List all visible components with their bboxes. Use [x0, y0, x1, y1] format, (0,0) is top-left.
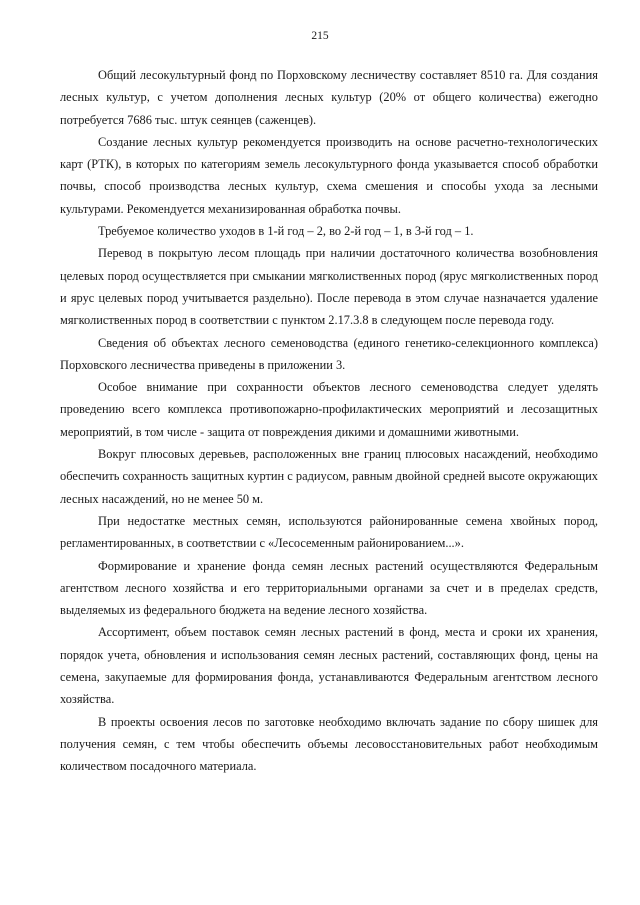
paragraph-care-count: Требуемое количество уходов в 1-й год – 2, во 2-й год – 1, в 3-й год – 1.	[98, 224, 474, 239]
page-number: 215	[311, 30, 329, 42]
paragraph-seed-objects: Сведения об объектах лесного семеноводства (единого генетико-селекционного комплекса) Порховского лесничества приведены в приложении 3.	[60, 335, 598, 372]
paragraph-forest-fund: Общий лесокультурный фонд по Порховскому лесничеству составляет 8510 га. Для создания лесных культур, с учетом дополнения лесных культур (20% от общего количества) ежегодно потребуется 7686 тыс. штук сеянцев (саженцев).	[60, 68, 598, 127]
paragraph-zoned-seeds: При недостатке местных семян, используются районированные семена хвойных пород, регламентированных, в соответствии с «Лесосеменным районированием...».	[60, 513, 598, 551]
paragraph-rtk-maps: Создание лесных культур рекомендуется производить на основе расчетно-технологических карт (РТК), в которых по категориям земель лесокультурного фонда указывается способ обработки почвы, способ производства лесных культур, схема смешения и способы ухода за лесными культурами. Рекомендуется механизированная обработка почвы.	[60, 134, 598, 216]
paragraph-plus-trees: Вокруг плюсовых деревьев, расположенных вне границ плюсовых насаждений, необходимо обеспечить сохранность защитных куртин с радиусом, равным двойной средней высоте окружающих лесных насаждений, но не менее 50 м.	[60, 447, 598, 506]
paragraph-cone-collection: В проекты освоения лесов по заготовке необходимо включать задание по сбору шишек для получения семян, с тем чтобы обеспечить объемы лесовосстановительных работ необходимым количеством посадочного материала.	[60, 714, 598, 774]
document-body	[60, 64, 598, 778]
paragraph-forest-cover-transfer: Перевод в покрытую лесом площадь при наличии достаточного количества возобновления целевых пород осуществляется при смыкании мягколиственных пород (ярус мягколиственных пород и ярус целевых пород учитывается раздельно). После перевода в этом случае назначается удаление мягколиственных пород в соответствии с пунктом 2.17.3.8 в следующем после перевода году.	[60, 246, 598, 328]
paragraph-fire-protection: Особое внимание при сохранности объектов лесного семеноводства следует уделять проведению всего комплекса противопожарно-профилактических мероприятий и лесозащитных мероприятий, в том числе - защита от повреждения дикими и домашними животными.	[60, 380, 598, 439]
paragraph-seed-assortment: Ассортимент, объем поставок семян лесных растений в фонд, места и сроки их хранения, порядок учета, обновления и использования семян лесных растений, составляющих фонд, цены на семена, закупаемые для формирования фонда, устанавливаются Федеральным агентством лесного хозяйства.	[60, 625, 598, 707]
paragraph-seed-fund-formation: Формирование и хранение фонда семян лесных растений осуществляются Федеральным агентством лесного хозяйства и его территориальными органами за счет и в пределах средств, выделяемых из федерального бюджета на ведение лесного хозяйства.	[60, 558, 598, 618]
